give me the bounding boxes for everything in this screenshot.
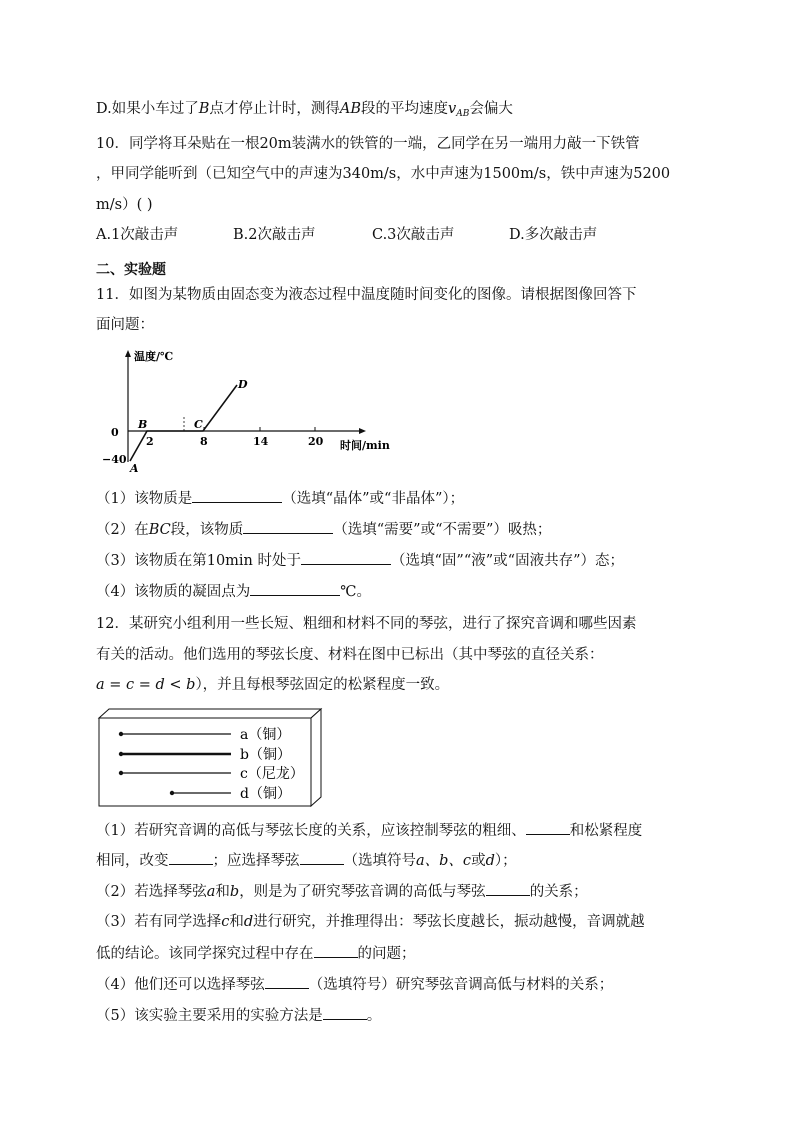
point-c: C	[194, 418, 203, 431]
q12-sub2	[96, 881, 588, 902]
q12-sub5-text: （5）该实验主要采用的实验方法是	[96, 1008, 323, 1024]
string-a-peg	[119, 732, 123, 736]
answer-blank[interactable]	[300, 850, 344, 865]
answer-blank[interactable]	[486, 881, 530, 896]
q12-sub3-var: c	[221, 914, 230, 930]
q9-seg: AB	[339, 101, 362, 117]
answer-blank[interactable]	[250, 581, 340, 596]
string-a-label: a（铜）	[240, 727, 291, 743]
q9-text: D.如果小车过了	[96, 101, 199, 117]
x-tick-14: 14	[253, 435, 269, 448]
x-tick-20: 20	[308, 435, 324, 448]
q12-sub1-text: 相同，改变	[96, 853, 169, 869]
q12-line3-text: ），并且每根琴弦固定的松紧程度一致。	[195, 677, 450, 693]
string-b-peg	[119, 752, 123, 756]
q11-sub2-text: （2）在	[96, 522, 149, 538]
q12-sub2-text: （2）若选择琴弦	[96, 884, 207, 900]
q12-line3	[96, 675, 449, 695]
q12-sub4-text: （选填符号）研究琴弦音调高低与材料的关系；	[308, 977, 614, 993]
box-side	[311, 709, 321, 806]
q12-sub3-text: 和	[229, 914, 244, 930]
q12-sub1-text: （1）若研究音调的高低与琴弦长度的关系，应该控制琴弦的粗细、	[96, 823, 526, 839]
q12-sub3-line1	[96, 912, 645, 932]
x-axis-arrow	[359, 428, 366, 434]
q12-sub1-text: 或	[471, 853, 486, 869]
answer-blank[interactable]	[192, 488, 282, 503]
q9-option-d	[96, 99, 513, 124]
q12-sub1-text: 和松紧程度	[569, 823, 643, 839]
q12-sub1-text: （选填符号	[343, 853, 416, 869]
q11-sub2-seg: BC	[148, 522, 171, 538]
q11-sub4-text: （4）该物质的凝固点为	[96, 584, 251, 600]
point-a: A	[130, 462, 139, 473]
q12-sub2-text: 和	[215, 884, 230, 900]
q11-line2: 面问题：	[96, 317, 154, 333]
q12-sub2-var: b	[229, 884, 240, 900]
strings-diagram	[96, 707, 326, 809]
q10-line2: ，甲同学能听到（已知空气中的声速为340m/s，水中声速为1500m/s，铁中声速为5200	[96, 166, 671, 182]
x-tick-8: 8	[200, 435, 208, 448]
q11-sub3	[96, 550, 624, 571]
q9-point: B	[198, 101, 210, 117]
q12-sub3-text: 低的结论。该同学探究过程中存在	[96, 946, 314, 962]
q12-sub1-text: ；应选择琴弦	[212, 853, 300, 869]
answer-blank[interactable]	[301, 550, 391, 565]
q12-sub3-var: d	[243, 914, 254, 930]
q9-text: 点才停止计时，测得	[209, 101, 340, 117]
q10-line3: m/s）( )	[96, 197, 153, 213]
q12-sub5	[96, 1005, 381, 1026]
string-c-peg	[119, 771, 123, 775]
q11-sub2-text: （选填“需要”或“不需要”）吸热；	[333, 522, 552, 538]
q11-line1: 11．如图为某物质由固态变为液态过程中温度随时间变化的图像。请根据图像回答下	[96, 287, 637, 303]
string-d-label: d（铜）	[240, 786, 291, 802]
q12-sub1-var: d	[485, 853, 495, 869]
y-axis-arrow	[125, 350, 131, 357]
q11-sub2-text: 段，该物质	[170, 522, 244, 538]
q12-sub3-text: （3）若有同学选择	[96, 914, 222, 930]
q12-sub1-line1	[96, 820, 642, 841]
string-b-label: b（铜）	[240, 747, 291, 763]
q9-text: 会偏大	[469, 101, 513, 117]
q9-text: 段的平均速度	[361, 101, 449, 117]
q12-sub3-text: 进行研究，并推理得出：琴弦长度越长，振动越慢，音调就越	[253, 914, 645, 930]
section-title: 二、实验题	[96, 262, 166, 278]
q12-line1: 12．某研究小组利用一些长短、粗细和材料不同的琴弦，进行了探究音调和哪些因素	[96, 616, 637, 632]
y-tick-minus40: −40	[102, 453, 127, 466]
point-b: B	[138, 418, 148, 431]
y-axis-label: 温度/℃	[134, 350, 174, 363]
point-d: D	[238, 378, 248, 391]
x-axis-label: 时间/min	[340, 439, 390, 452]
q10-option-d: D.多次敲击声	[509, 227, 598, 243]
q12-sub4	[96, 974, 613, 995]
q12-sub1-vars: a、b、c	[416, 853, 472, 869]
answer-blank[interactable]	[265, 974, 309, 989]
q12-sub1-line2	[96, 850, 517, 871]
q12-sub2-var: a	[206, 884, 216, 900]
q9-v-sub: AB	[456, 109, 470, 119]
q11-sub1-text: （1）该物质是	[96, 491, 193, 507]
answer-blank[interactable]	[323, 1005, 367, 1020]
q12-sub5-text: 。	[366, 1008, 382, 1024]
q12-sub4-text: （4）他们还可以选择琴弦	[96, 977, 265, 993]
q10-option-a: A.1次敲击声	[96, 227, 179, 243]
y-tick-0: 0	[111, 426, 119, 439]
string-d-peg	[170, 791, 174, 795]
q11-sub3-text: （3）该物质在第10min 时处于	[96, 553, 302, 569]
q12-sub2-text: ，则是为了研究琴弦音调的高低与琴弦	[239, 884, 486, 900]
q9-v: v	[448, 101, 457, 117]
q12-line2: 有关的活动。他们选用的琴弦长度、材料在图中已标出（其中琴弦的直径关系：	[96, 647, 604, 663]
q11-sub3-text: （选填“固”“液”或“固液共存”）态；	[391, 553, 624, 569]
answer-blank[interactable]	[169, 850, 213, 865]
q10-line1: 10．同学将耳朵贴在一根20m装满水的铁管的一端，乙同学在另一端用力敲一下铁管	[96, 136, 640, 152]
q12-eq: a = c = d < b	[96, 677, 196, 693]
q12-sub3-line2	[96, 943, 416, 964]
q11-sub2	[96, 519, 551, 540]
answer-blank[interactable]	[314, 943, 358, 958]
q10-option-b: B.2次敲击声	[233, 227, 316, 243]
q10-option-c: C.3次敲击声	[372, 227, 455, 243]
q12-sub2-text: 的关系；	[529, 884, 588, 900]
q11-sub1-text: （选填“晶体”或“非晶体”）；	[282, 491, 465, 507]
string-c-label: c（尼龙）	[240, 766, 304, 782]
answer-blank[interactable]	[526, 820, 570, 835]
answer-blank[interactable]	[243, 519, 333, 534]
q12-sub1-text: ）；	[494, 853, 517, 869]
q11-sub4-text: ℃。	[340, 584, 371, 600]
q11-sub4	[96, 581, 371, 602]
q11-sub1	[96, 488, 464, 509]
q12-sub3-text: 的问题；	[357, 946, 416, 962]
x-tick-2: 2	[146, 435, 154, 448]
box-top	[99, 709, 321, 718]
temperature-graph	[100, 348, 400, 473]
